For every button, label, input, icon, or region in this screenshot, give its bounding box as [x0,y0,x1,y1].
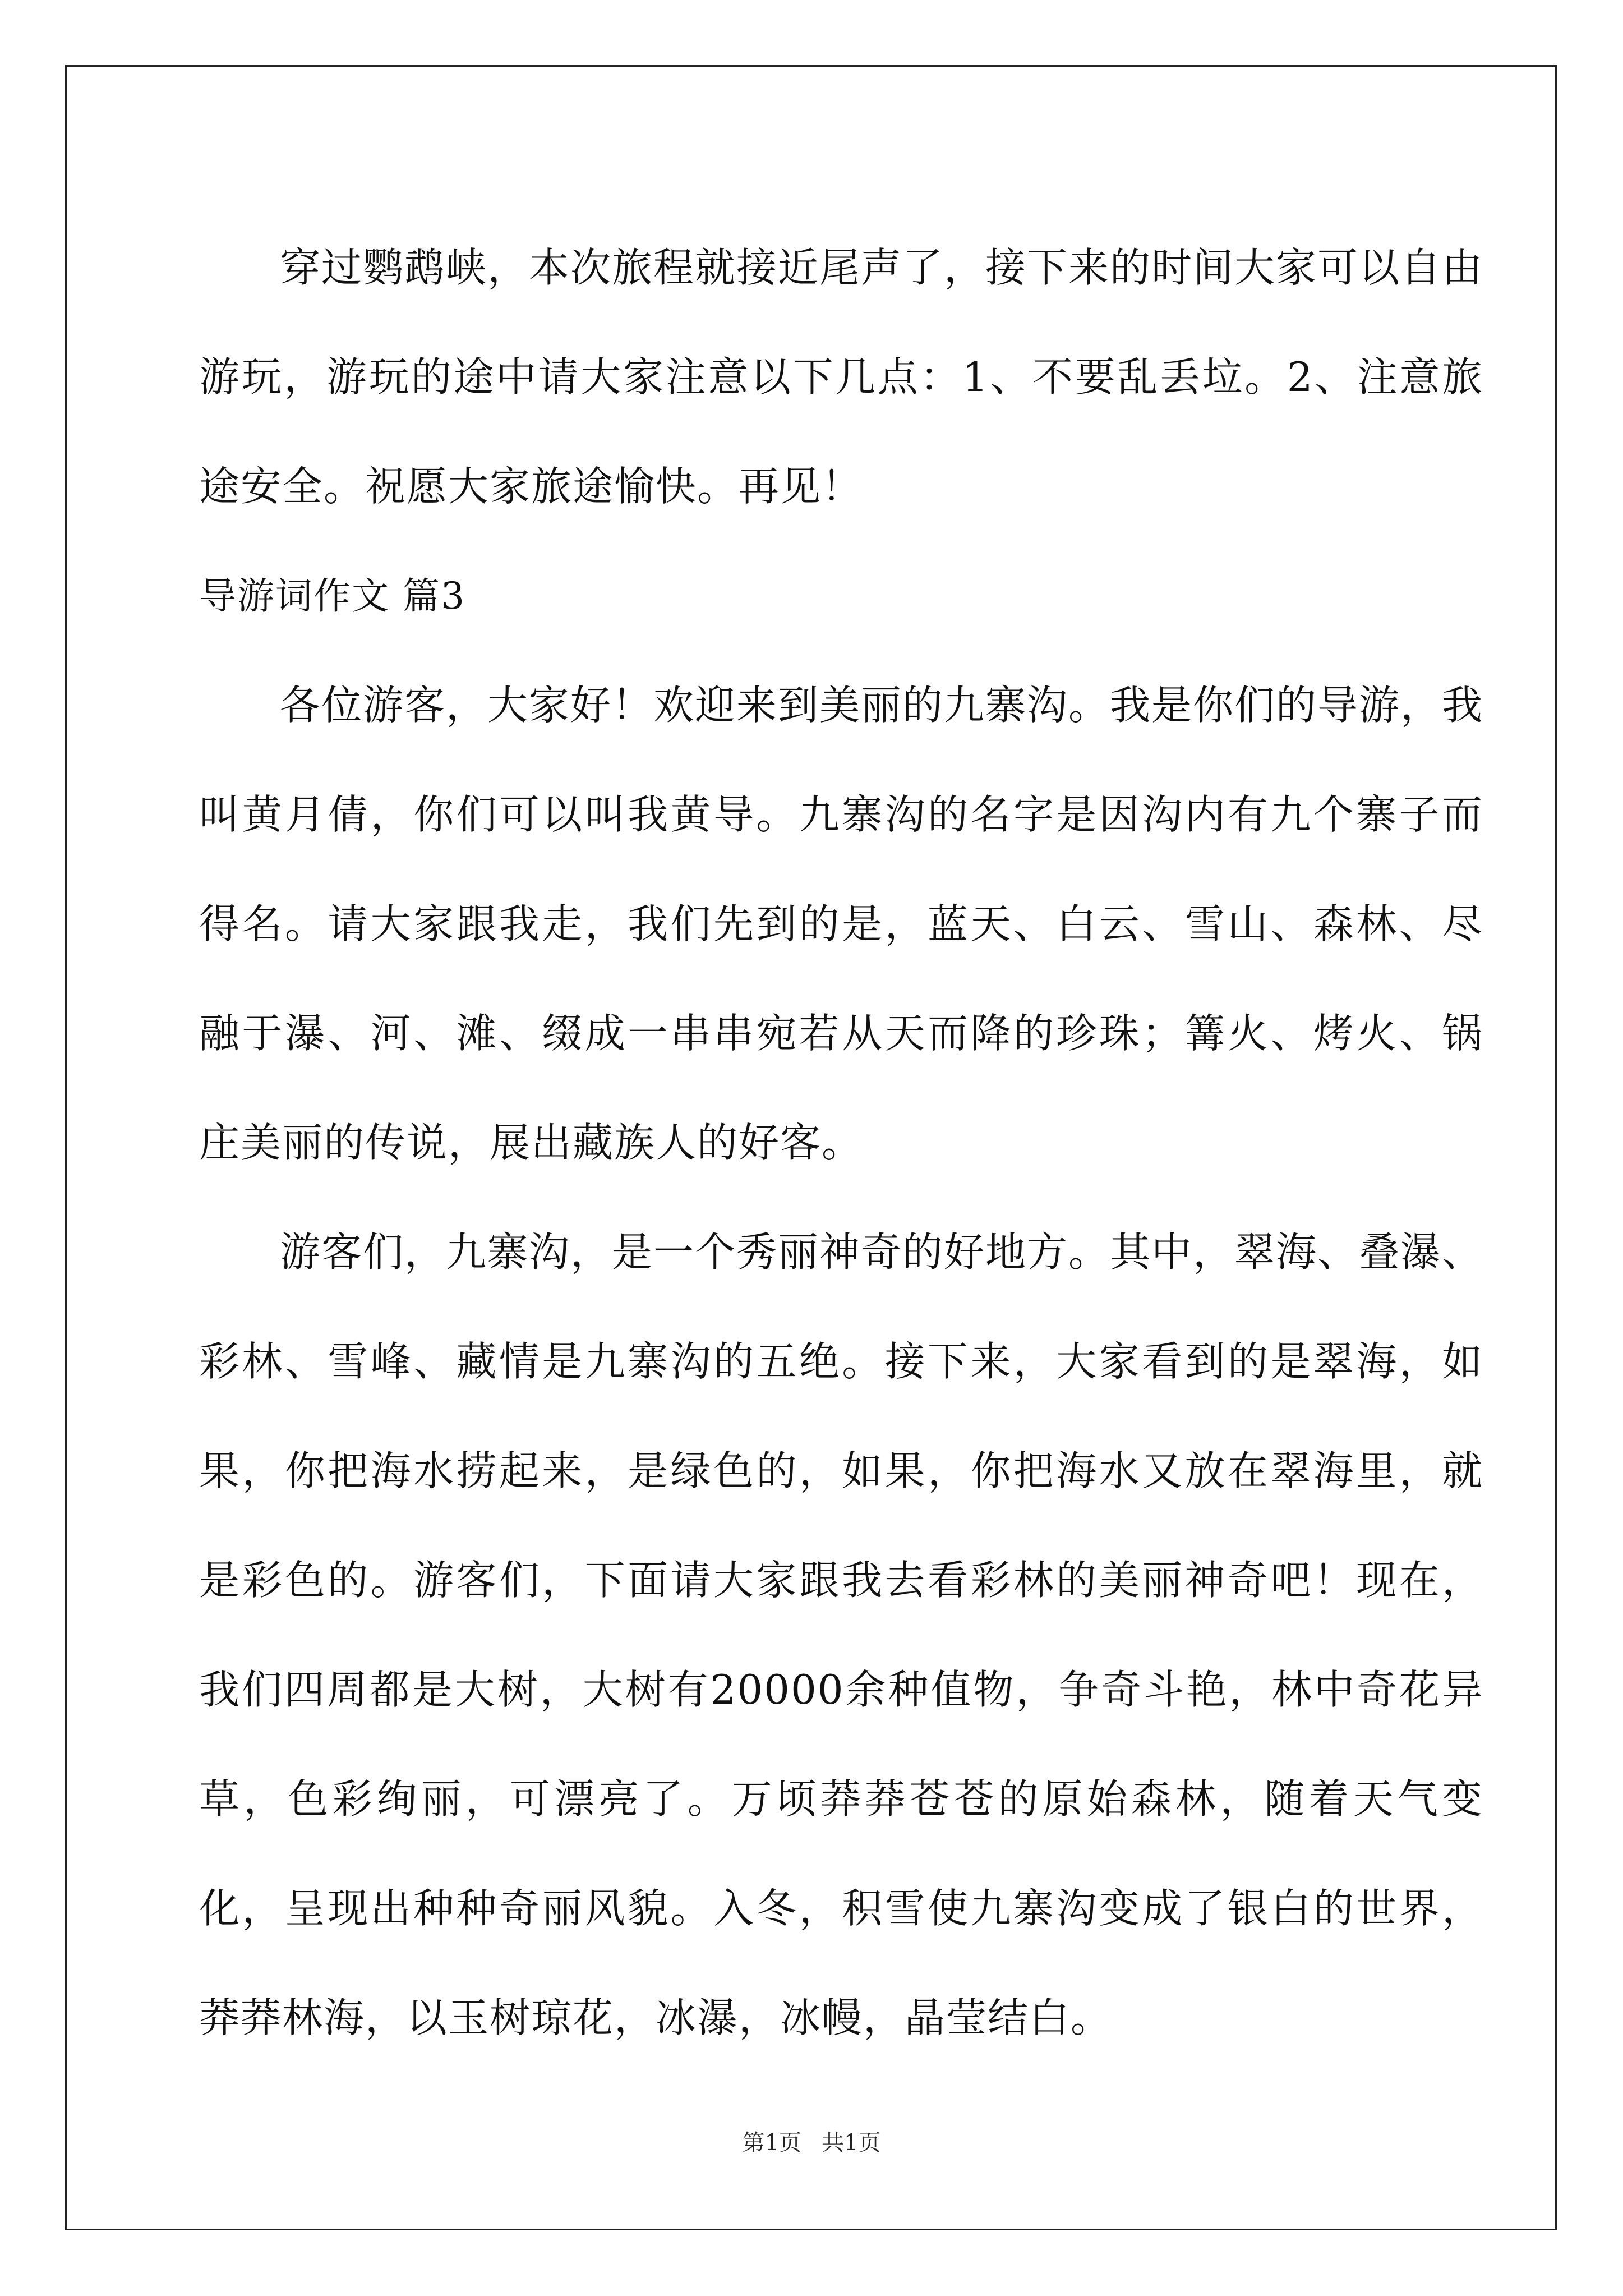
paragraph-closing: 穿过鹦鹉峡，本次旅程就接近尾声了，接下来的时间大家可以自由游玩，游玩的途中请大家注意以下几点：1、不要乱丢垃。2、注意旅途安全。祝愿大家旅途愉快。再见！ [199,244,1484,510]
page-footer [0,2126,1623,2160]
page-number: 第1页 [742,2130,801,2156]
paragraph-welcome: 各位游客，大家好！欢迎来到美丽的九寨沟。我是你们的导游，我叫黄月倩，你们可以叫我黄导。九寨沟的名字是因沟内有九个寨子而得名。请大家跟我走，我们先到的是，蓝天、白云、雪山、森林、尽融于瀑、河、滩、缀成一串串宛若从天而降的珍珠；篝火、烤火、锅庄美丽的传说，展出藏族人的好客。 [199,682,1484,1166]
document-body [199,213,1483,2073]
section-heading: 导游词作文 篇3 [199,574,465,618]
page-total: 共1页 [822,2130,881,2156]
paragraph-scenery: 游客们，九寨沟，是一个秀丽神奇的好地方。其中，翠海、叠瀑、彩林、雪峰、藏情是九寨沟的五绝。接下来，大家看到的是翠海，如果，你把海水捞起来，是绿色的，如果，你把海水又放在翠海里，就是彩色的。游客们，下面请大家跟我去看彩林的美丽神奇吧！现在，我们四周都是大树，大树有20000余种值物，争奇斗艳，林中奇花异草，色彩绚丽，可漂亮了。万顷莽莽苍苍的原始森林，随着天气变化，呈现出种种奇丽风貌。入冬，积雪使九寨沟变成了银白的世界，莽莽林海，以玉树琼花，冰瀑，冰幔，晶莹结白。 [199,1228,1484,2041]
